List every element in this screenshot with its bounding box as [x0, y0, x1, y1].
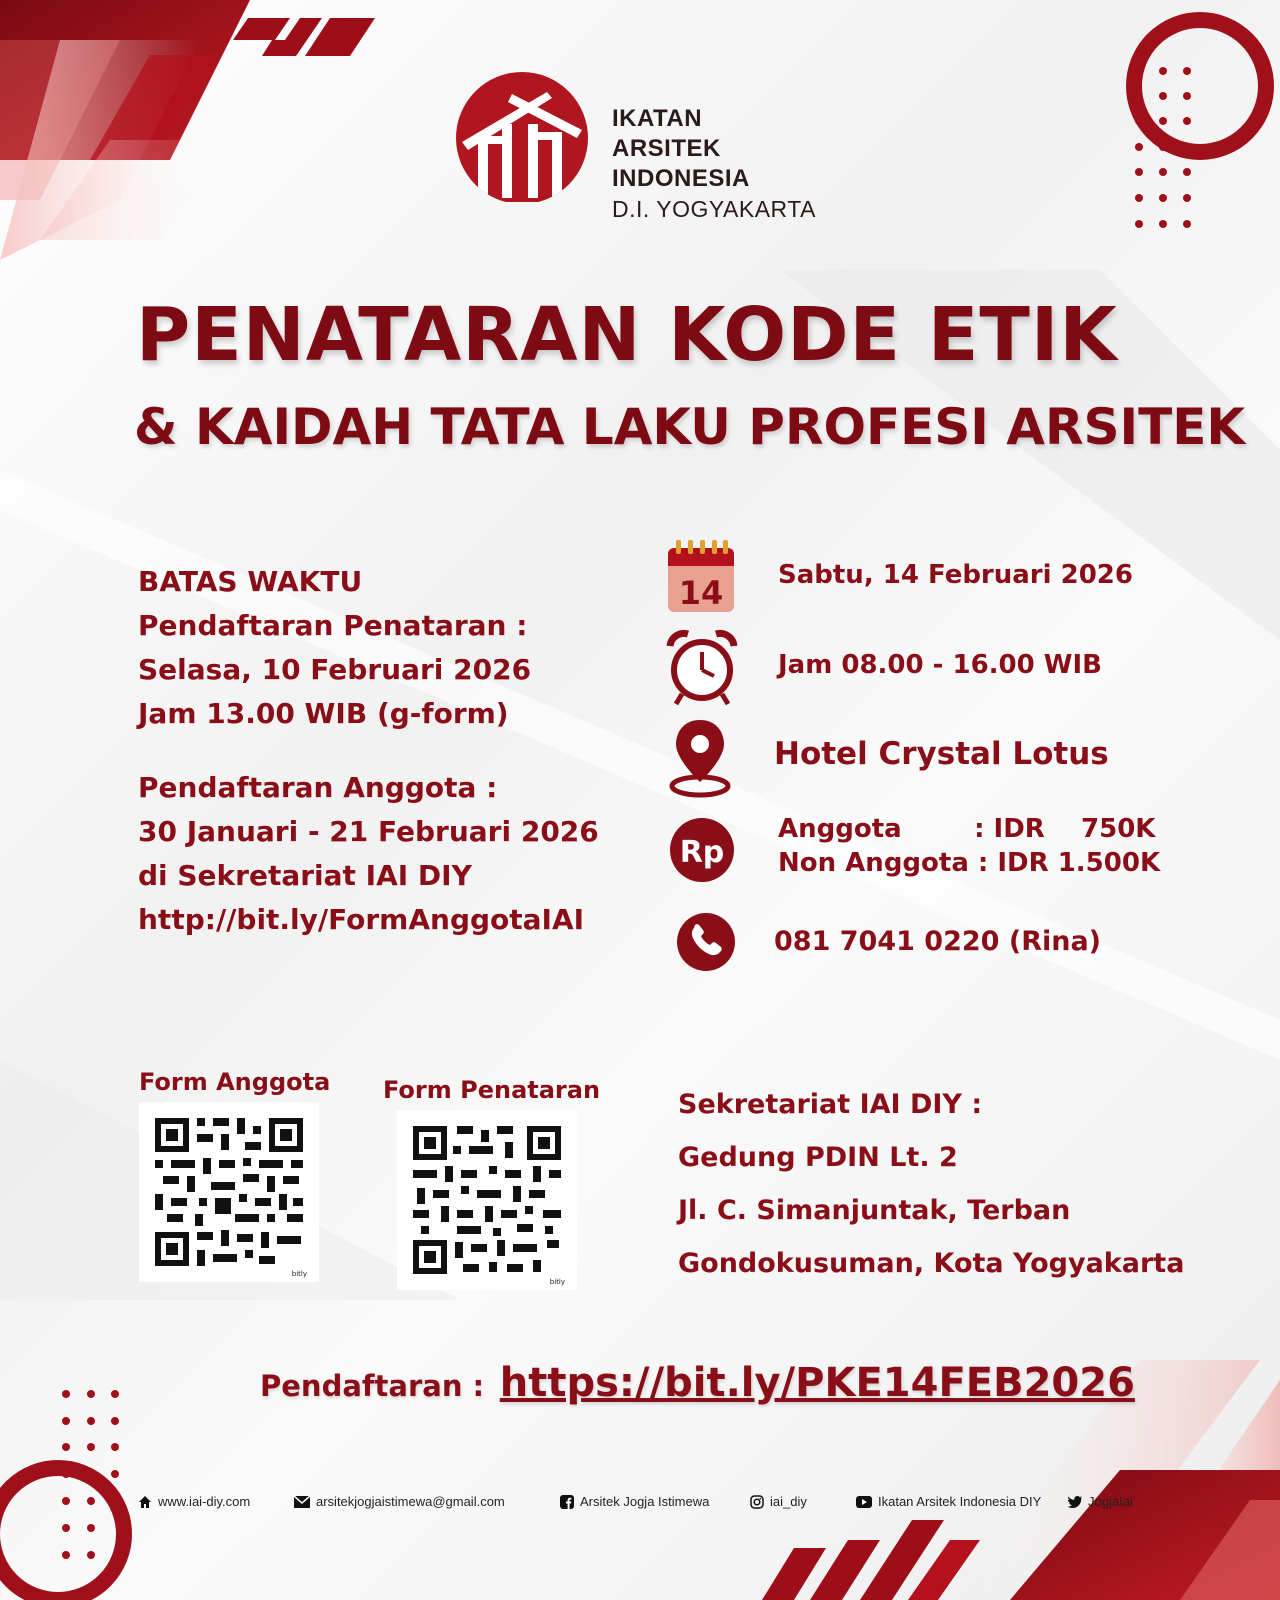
- footer-facebook-text: Arsitek Jogja Istimewa: [580, 1494, 710, 1509]
- qr-training-code[interactable]: [397, 1110, 577, 1290]
- deadline-date: Selasa, 10 Februari 2026: [138, 653, 532, 686]
- org-line-3: INDONESIA: [612, 165, 750, 192]
- twitter-icon: [1068, 1496, 1082, 1508]
- footer-twitter[interactable]: [1068, 1494, 1133, 1509]
- footer-instagram[interactable]: [750, 1494, 807, 1509]
- org-line-1: IKATAN: [612, 105, 703, 132]
- secretariat-heading: Sekretariat IAI DIY :: [678, 1089, 983, 1120]
- qr-code-icon: [397, 1110, 577, 1290]
- instagram-icon: [750, 1495, 764, 1509]
- event-subtitle: & KAIDAH TATA LAKU PROFESI ARSITEK: [134, 398, 1246, 456]
- org-line-4: D.I. YOGYAKARTA: [612, 196, 816, 222]
- facebook-icon: [560, 1495, 574, 1509]
- membership-label: Pendaftaran Anggota :: [138, 771, 498, 804]
- calendar-day: 14: [678, 574, 724, 612]
- secretariat-building: Gedung PDIN Lt. 2: [678, 1142, 958, 1173]
- qr-member-label: Form Anggota: [139, 1068, 331, 1096]
- event-time: Jam 08.00 - 16.00 WIB: [778, 650, 1102, 680]
- registration-deadline-block: [138, 560, 638, 942]
- org-logo: [452, 72, 832, 232]
- footer-email-text: arsitekjogjaistimewa@gmail.com: [316, 1494, 505, 1509]
- event-venue: Hotel Crystal Lotus: [774, 736, 1109, 772]
- contact-row: [660, 900, 1220, 980]
- youtube-icon: [856, 1496, 872, 1508]
- footer-youtube[interactable]: [856, 1494, 1041, 1509]
- event-venue-row: [660, 716, 1220, 796]
- footer-contacts: [138, 1494, 1138, 1518]
- contact-phone[interactable]: 081 7041 0220 (Rina): [774, 926, 1102, 957]
- event-time-row: [660, 626, 1220, 706]
- footer-website[interactable]: [138, 1494, 250, 1509]
- footer-email[interactable]: [294, 1494, 505, 1509]
- secretariat-city: Gondokusuman, Kota Yogyakarta: [678, 1248, 1185, 1279]
- event-date-row: [660, 536, 1220, 616]
- secretariat-address: [678, 1078, 1184, 1290]
- footer-youtube-text: Ikatan Arsitek Indonesia DIY: [878, 1494, 1042, 1509]
- membership-period: 30 Januari - 21 Februari 2026: [138, 815, 599, 848]
- footer-website-text: www.iai-diy.com: [158, 1494, 251, 1509]
- deadline-heading: BATAS WAKTU: [138, 565, 363, 598]
- rupiah-icon: [660, 808, 744, 892]
- phone-icon: [660, 900, 744, 984]
- qr-code-icon: [139, 1102, 319, 1282]
- registration-line: [260, 1360, 1135, 1406]
- registration-label: Pendaftaran :: [260, 1369, 485, 1403]
- org-line-2: ARSITEK: [612, 135, 721, 162]
- qr-brand: bitly: [291, 1270, 307, 1278]
- membership-link[interactable]: http://bit.ly/FormAnggotaIAI: [138, 903, 585, 936]
- qr-training-label: Form Penataran: [383, 1076, 601, 1104]
- event-date: Sabtu, 14 Februari 2026: [778, 560, 1133, 590]
- fee-nonmember: Non Anggota : IDR 1.500K: [778, 848, 1161, 878]
- calendar-icon: [660, 536, 744, 620]
- iai-emblem-icon: [452, 72, 597, 202]
- registration-link[interactable]: https://bit.ly/PKE14FEB2026: [499, 1360, 1135, 1406]
- deadline-label: Pendaftaran Penataran :: [138, 609, 528, 642]
- org-name: [612, 104, 816, 224]
- footer-facebook[interactable]: [560, 1494, 709, 1509]
- secretariat-street: Jl. C. Simanjuntak, Terban: [678, 1195, 1071, 1226]
- qr-member-code[interactable]: [139, 1102, 319, 1282]
- mail-icon: [294, 1496, 310, 1508]
- location-pin-icon: [660, 716, 744, 800]
- qr-brand: bitly: [549, 1278, 565, 1286]
- footer-twitter-text: JogjaIai: [1088, 1494, 1133, 1509]
- currency-symbol: Rp: [679, 835, 725, 870]
- membership-place: di Sekretariat IAI DIY: [138, 859, 472, 892]
- deadline-time: Jam 13.00 WIB (g-form): [138, 697, 509, 730]
- fee-member: Anggota : IDR 750K: [778, 814, 1156, 844]
- event-title: PENATARAN KODE ETIK: [136, 292, 1118, 378]
- footer-instagram-text: iai_diy: [770, 1494, 807, 1509]
- alarm-clock-icon: [660, 626, 744, 710]
- event-fee-row: [660, 808, 1220, 892]
- home-icon: [138, 1495, 152, 1509]
